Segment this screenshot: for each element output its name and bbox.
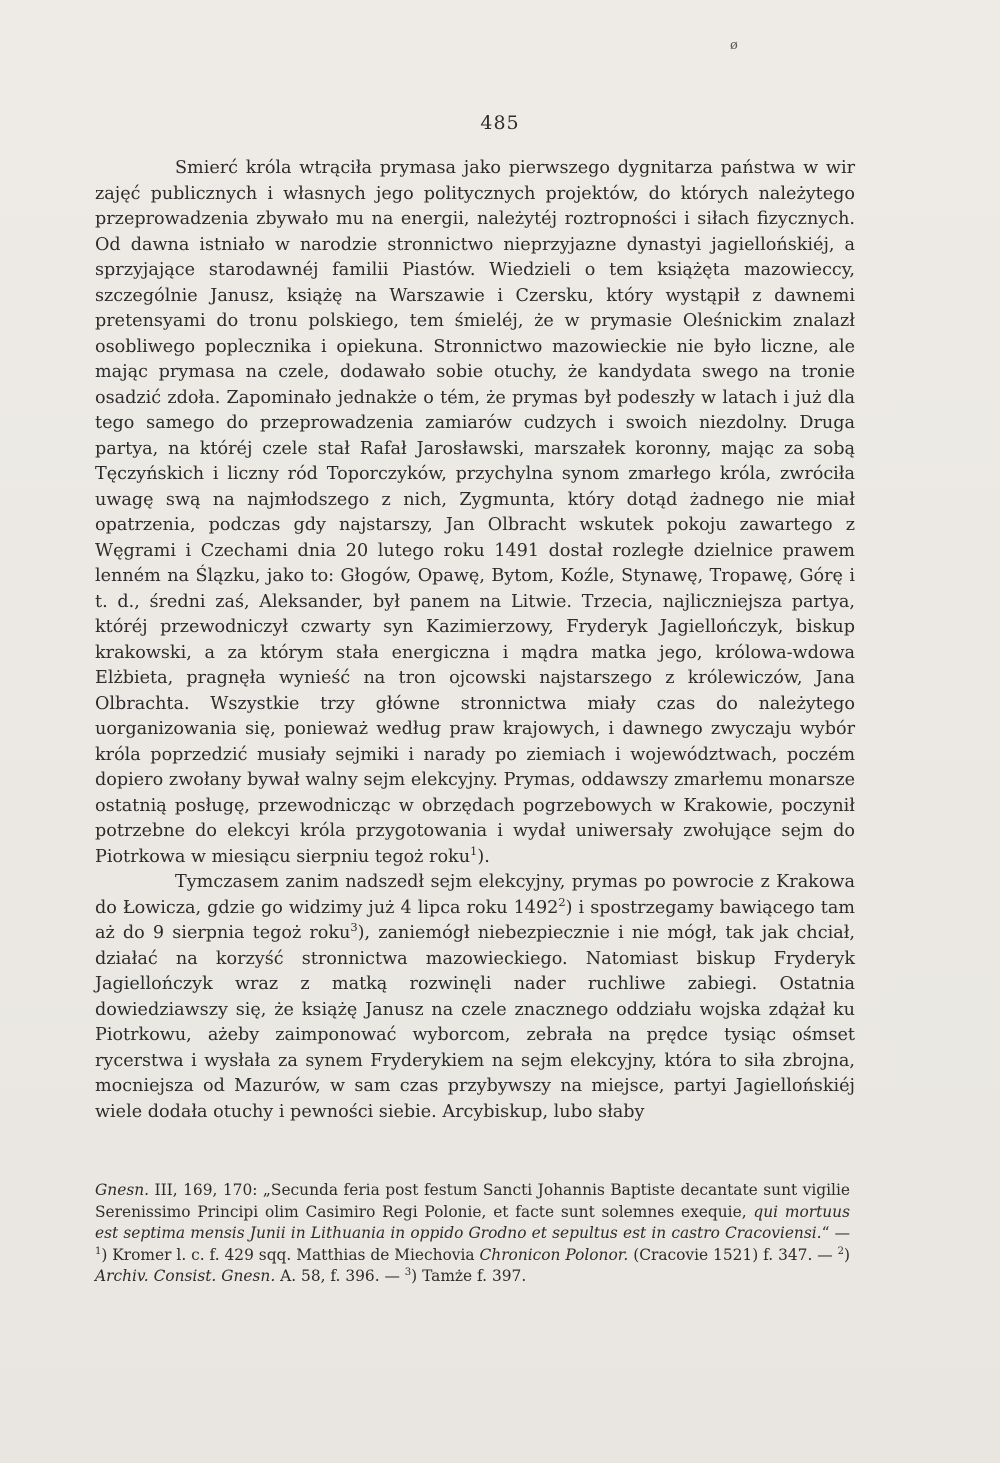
footnote-text-3: ) Kromer l. c. f. 429 sqq. Matthias de Miechovia xyxy=(101,1245,480,1264)
page-number: 485 xyxy=(480,112,520,134)
footnote-ref-1: 1 xyxy=(470,843,478,858)
paragraph-2-text-a: Tymczasem zanim nadszedł sejm elekcyjny, prymas po powrocie z Krakowa do Łowicza, gdzie go widzimy już 4 lipca roku 1492 xyxy=(95,872,855,918)
footnote-quote: qui mortuus est septima mensis Junii in Lithuania in oppido Grodno et sepultus est in castro Cracoviensi. xyxy=(95,1202,850,1242)
footnote-text-4: (Cracovie 1521) f. 347. — xyxy=(628,1245,838,1264)
footnote-marker-3: 3 xyxy=(404,1266,412,1278)
paragraph-2-text-b: ) i spostrzegamy bawiącego tam aż do 9 sierpnia tegoż roku xyxy=(95,897,855,943)
footnote-marker-2: 2 xyxy=(837,1245,844,1257)
footnotes xyxy=(95,1180,850,1288)
footnote-ref-3: 3 xyxy=(350,920,358,935)
paragraph-1 xyxy=(95,156,855,870)
paragraph-2 xyxy=(95,870,855,1125)
footnote-archiv: Archiv. Consist. Gnesn. xyxy=(95,1267,276,1285)
paragraph-2-text-c: ), zaniemógł niebezpiecznie i nie mógł, tak jak chciał, działać na korzyść stronnictwa mazowieckiego. Natomiast biskup Fryderyk Jagiellończyk wraz z matką rozwinęli nader ruchliwe zabiegi. Ostatnia dowiedziawszy się, że książę Janusz na czele znacznego oddziału wojska zdążał ku Piotrkowu, ażeby zaimponować wyborcom, zebrała na prędce tysiąc ośmset rycerstwa i wysłała za synem Fryderykiem na sejm elekcyjny, która to siła zbrojna, mocniejsza od Mazurów, w sam czas przybywszy na miejsce, partyi Jagiellońskiéj wiele dodała otuchy i pewności siebie. Arcybiskup, lubo słaby xyxy=(95,923,855,1122)
footnote-ref-2: 2 xyxy=(558,894,566,909)
footnote-marker-1: 1 xyxy=(95,1245,102,1257)
footnote-source-gnesn: Gnesn. xyxy=(95,1181,150,1199)
paragraph-1-end: ). xyxy=(477,846,490,867)
footnote-block xyxy=(95,1180,850,1288)
footnote-text-6: A. 58, f. 396. — xyxy=(275,1267,405,1285)
footnote-text-5: ) xyxy=(843,1245,850,1264)
footnote-text-1: III, 169, 170: „Secunda feria post festum Sancti Johannis Baptiste decantate sunt vigilie Serenissimo Principi olim Casimiro Regi Polonie, et facte sunt solemnes exequie, xyxy=(95,1181,850,1221)
corner-mark: ø xyxy=(730,38,738,53)
footnote-text-7: ) Tamże f. 397. xyxy=(411,1267,527,1285)
main-text xyxy=(95,156,855,1125)
footnote-text-2: “ — xyxy=(821,1224,850,1242)
paragraph-1-text: Smierć króla wtrąciła prymasa jako pierwszego dygnitarza państwa w wir zajęć publicznych i własnych jego politycznych projektów, do których należytego przeprowadzenia zbywało mu na energii, należytéj roztropności i siłach fizycznych. Od dawna istniało w narodzie stronnictwo nieprzyjazne dynastyi jagiellońskiéj, a sprzyjające starodawnéj familii Piastów. Wiedzieli o tem książęta mazowieccy, szczególnie Janusz, książę na Warszawie i Czersku, który wystąpił z dawnemi pretensyami do tronu polskiego, tem śmieléj, że w prymasie Oleśnickim znalazł osobliwego poplecznika i opiekuna. Stronnictwo mazowieckie nie było liczne, ale mając prymasa na czele, dodawało sobie otuchy, że kandydata swego na tronie osadzić zdoła. Zapominało jednakże o tém, że prymas był podeszły w latach i już dla tego samego do przeprowadzenia zamiarów cudzych i swoich niezdolny. Druga partya, na któréj czele stał Rafał Jarosławski, marszałek koronny, mając za sobą Tęczyńskich i liczny ród Toporczyków, przychylna synom zmarłego króla, zwróciła uwagę swą na najmłodszego z nich, Zygmunta, który dotąd żadnego nie miał opatrzenia, podczas gdy najstarszy, Jan Olbracht wskutek pokoju zawartego z Węgrami i Czechami dnia 20 lutego roku 1491 dostał rozległe dzielnice prawem lenném na Ślązku, jako to: Głogów, Opawę, Bytom, Koźle, Stynawę, Tropawę, Górę i t. d., średni zaś, Aleksander, był panem na Litwie. Trzecia, najliczniejsza partya, któréj przewodniczył czwarty syn Kazimierzowy, Fryderyk Jagiellończyk, biskup krakowski, a za którym stała energiczna i mądra matka jego, królowa-wdowa Elżbieta, pragnęła wynieść na tron ojcowski najstarszego z królewiczów, Jana Olbrachta. Wszystkie trzy główne stronnictwa miały czas do należytego uorganizowania się, ponieważ według praw krajowych, i dawnego zwyczaju wybór króla poprzedzić musiały sejmiki i narady po ziemiach i województwach, poczém dopiero zwołany bywał walny sejm elekcyjny. Prymas, oddawszy zmarłemu monarsze ostatnią posługę, przewodnicząc w obrzędach pogrzebowych w Krakowie, poczynił potrzebne do elekcyi króla przygotowania i wydał uniwersały zwołujące sejm do Piotrkowa w miesiącu sierpniu tegoż roku xyxy=(95,158,855,867)
footnote-chronicon: Chronicon Polonor. xyxy=(479,1245,629,1264)
